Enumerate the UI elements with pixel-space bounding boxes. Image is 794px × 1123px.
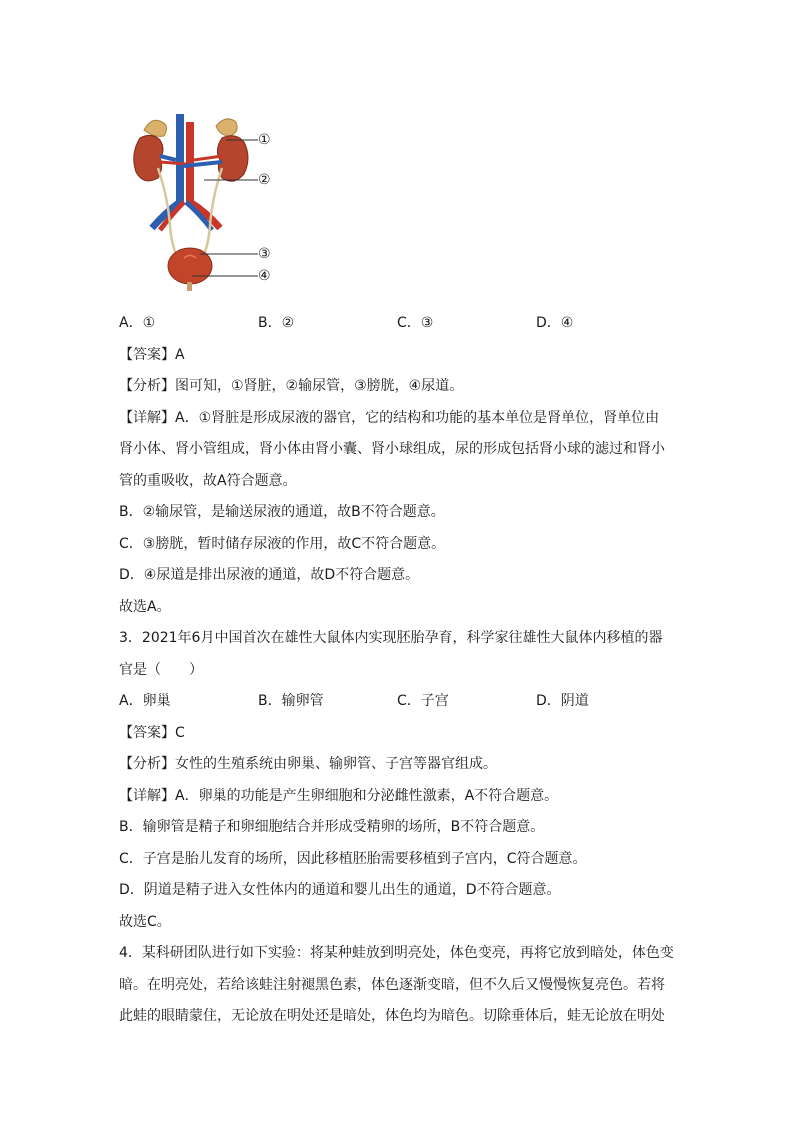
question-content xyxy=(119,308,679,1033)
q2-detail-c: C．③膀胱，暂时储存尿液的作用，故C不符合题意。 xyxy=(119,535,446,552)
q2-analysis: 【分析】图可知，①肾脏，②输尿管，③膀胱，④尿道。 xyxy=(119,378,464,394)
q3-detail-c: C．子宫是胎儿发育的场所，因此移植胚胎需要移植到子宫内，C符合题意。 xyxy=(119,850,587,867)
q4-stem-line-2: 暗。在明亮处，若给该蛙注射褪黑色素，体色逐渐变暗，但不久后又慢慢恢复亮色。若将 xyxy=(119,976,665,993)
q2-detail-line-2: 肾小体、肾小管组成，肾小体由肾小囊、肾小球组成，尿的形成包括肾小球的滤过和肾小 xyxy=(119,441,665,457)
q3-choose: 故选C。 xyxy=(119,913,171,930)
figure-label-3: ③ xyxy=(258,246,271,262)
q2-detail-line-3: 管的重吸收，故A符合题意。 xyxy=(119,472,297,489)
figure-label-4: ④ xyxy=(258,268,271,284)
figure-label-2: ② xyxy=(258,172,271,188)
q2-detail-d: D．④尿道是排出尿液的通道，故D不符合题意。 xyxy=(119,567,420,583)
q2-detail-b: B．②输尿管，是输送尿液的通道，故B不符合题意。 xyxy=(119,504,445,520)
q3-option-a: A．卵巢 xyxy=(119,693,171,709)
q3-detail-d: D．阴道是精子进入女性体内的通道和婴儿出生的通道，D不符合题意。 xyxy=(119,882,561,898)
q2-answer: 【答案】A xyxy=(119,346,185,363)
q2-option-b: B．② xyxy=(258,315,295,331)
urinary-system-figure xyxy=(126,108,286,292)
q4-stem-line-3: 此蛙的眼睛蒙住，无论放在明处还是暗处，体色均为暗色。切除垂体后，蛙无论放在明处 xyxy=(119,1008,665,1024)
q2-choose: 故选A。 xyxy=(119,598,171,615)
q3-stem-line-2: 官是（ ） xyxy=(119,661,203,678)
q3-option-b: B．输卵管 xyxy=(258,693,324,709)
q3-stem-line-1: 3．2021年6月中国首次在雄性大鼠体内实现胚胎孕育，科学家往雄性大鼠体内移植的器 xyxy=(119,630,663,646)
q4-stem-line-1: 4．某科研团队进行如下实验：将某种蛙放到明亮处，体色变亮，再将它放到暗处，体色变 xyxy=(119,945,674,961)
q2-detail-line-1: 【详解】A．①肾脏是形成尿液的器官，它的结构和功能的基本单位是肾单位，肾单位由 xyxy=(119,409,660,426)
q3-detail-a: 【详解】A．卵巢的功能是产生卵细胞和分泌雌性激素，A不符合题意。 xyxy=(119,787,559,804)
q3-detail-b: B．输卵管是精子和卵细胞结合并形成受精卵的场所，B不符合题意。 xyxy=(119,819,545,835)
q3-options xyxy=(119,686,679,718)
q2-options xyxy=(119,308,679,340)
q3-option-c: C．子宫 xyxy=(397,693,449,709)
q2-option-d: D．④ xyxy=(536,315,574,331)
q3-analysis: 【分析】女性的生殖系统由卵巢、输卵管、子宫等器官组成。 xyxy=(119,756,497,772)
figure-label-1: ① xyxy=(258,132,271,148)
q2-option-a: A．① xyxy=(119,315,156,331)
q3-option-d: D．阴道 xyxy=(536,693,589,709)
q3-answer: 【答案】C xyxy=(119,724,185,741)
q2-option-c: C．③ xyxy=(397,315,434,331)
